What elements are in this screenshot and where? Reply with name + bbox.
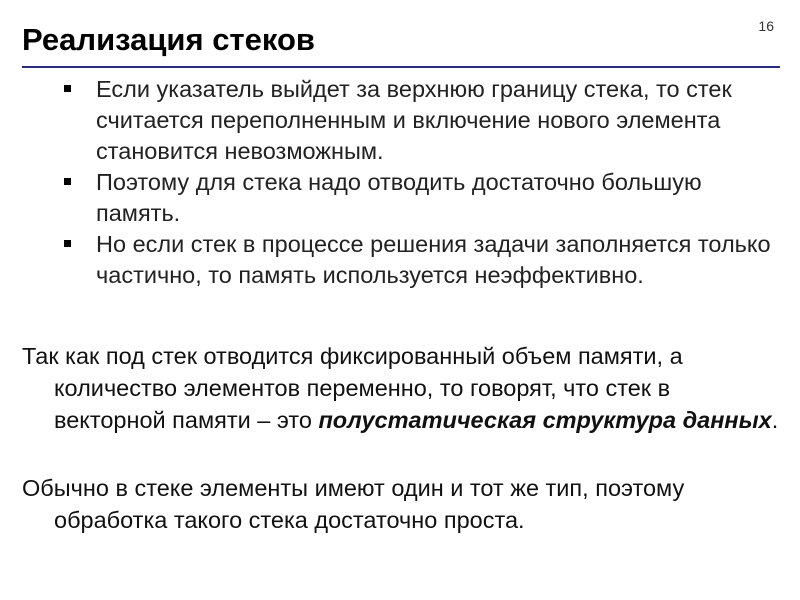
bullet-item <box>60 74 780 167</box>
emphasized-term: полустатическая структура данных <box>318 407 772 433</box>
page-number: 16 <box>758 18 774 34</box>
square-bullet-icon <box>64 85 71 92</box>
bullet-text: Поэтому для стека надо отводить достаточно большую память. <box>96 169 702 226</box>
title-divider <box>22 66 780 68</box>
paragraph-semistatic <box>22 340 782 436</box>
bullet-text: Если указатель выйдет за верхнюю границу стека, то стек считается переполненным и включение нового элемента становится невозможным. <box>96 76 732 164</box>
paragraph-element-type <box>22 472 782 536</box>
bullet-item <box>60 167 780 229</box>
paragraph-text-after: . <box>771 407 779 433</box>
slide-title: Реализация стеков <box>22 22 315 57</box>
paragraph-text <box>22 340 782 436</box>
square-bullet-icon <box>64 178 71 185</box>
square-bullet-icon <box>64 240 71 247</box>
bullet-item <box>60 229 780 291</box>
bullet-list <box>60 74 780 291</box>
paragraph-text-before: Так как под стек отводится фиксированный объем памяти, а количество элементов переменно, то говорят, что стек в векторной памяти – это <box>22 343 683 433</box>
paragraph-text: Обычно в стеке элементы имеют один и тот же тип, поэтому обработка такого стека достаточно проста. <box>22 475 685 533</box>
bullet-text: Но если стек в процессе решения задачи заполняется только частично, то память используется неэффективно. <box>96 231 771 288</box>
